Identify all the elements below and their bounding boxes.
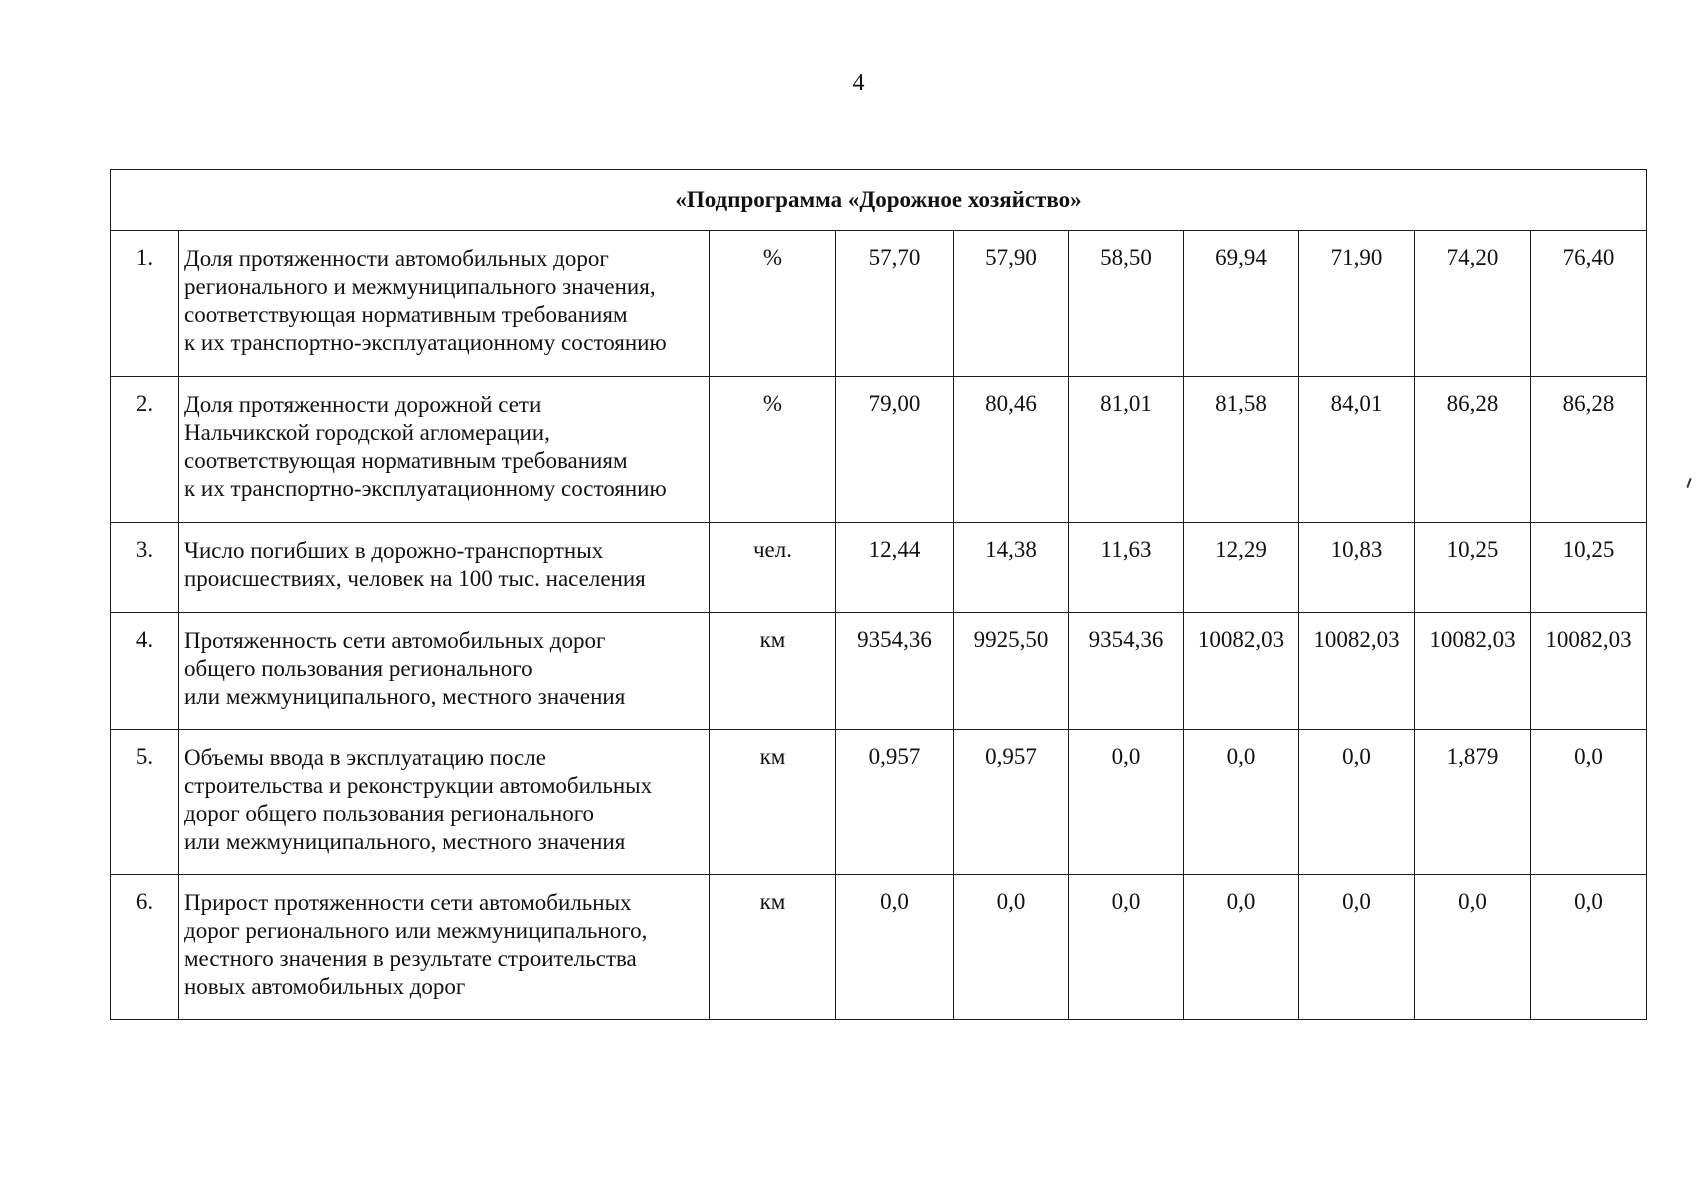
value-cell: 71,90 <box>1299 231 1415 377</box>
value-cell: 10,83 <box>1299 523 1415 613</box>
value-cell: 84,01 <box>1299 377 1415 523</box>
value-cell: 0,0 <box>1184 875 1299 1020</box>
value-cell: 0,957 <box>954 730 1069 875</box>
unit: чел. <box>710 523 836 613</box>
unit: % <box>710 377 836 523</box>
value-cell: 80,46 <box>954 377 1069 523</box>
unit: км <box>710 613 836 730</box>
row-number: 4. <box>111 613 179 730</box>
table-row <box>111 613 1647 730</box>
value-cell: 79,00 <box>836 377 954 523</box>
indicator-name: Число погибших в дорожно-транспортных происшествиях, человек на 100 тыс. населения <box>179 523 710 613</box>
row-number: 6. <box>111 875 179 1020</box>
table-row <box>111 377 1647 523</box>
value-cell: 0,0 <box>836 875 954 1020</box>
value-cell: 0,0 <box>1069 875 1184 1020</box>
value-cell: 76,40 <box>1531 231 1647 377</box>
value-cell: 10082,03 <box>1299 613 1415 730</box>
value-cell: 0,0 <box>1184 730 1299 875</box>
value-cell: 0,0 <box>1415 875 1531 1020</box>
value-cell: 0,0 <box>1531 730 1647 875</box>
value-cell: 10082,03 <box>1531 613 1647 730</box>
value-cell: 81,58 <box>1184 377 1299 523</box>
value-cell: 0,957 <box>836 730 954 875</box>
row-number: 3. <box>111 523 179 613</box>
table-row <box>111 523 1647 613</box>
row-number: 2. <box>111 377 179 523</box>
value-cell: 14,38 <box>954 523 1069 613</box>
value-cell: 1,879 <box>1415 730 1531 875</box>
row-number: 1. <box>111 231 179 377</box>
table-row <box>111 875 1647 1020</box>
value-cell: 9925,50 <box>954 613 1069 730</box>
indicator-name: Объемы ввода в эксплуатацию после строительства и реконструкции автомобильных дорог общего пользования регионального или межмуниципального, местного значения <box>179 730 710 875</box>
indicator-name: Прирост протяженности сети автомобильных дорог регионального или межмуниципального, местного значения в результате строительства новых автомобильных дорог <box>179 875 710 1020</box>
unit: км <box>710 730 836 875</box>
value-cell: 74,20 <box>1415 231 1531 377</box>
value-cell: 81,01 <box>1069 377 1184 523</box>
table-row <box>111 730 1647 875</box>
value-cell: 0,0 <box>1299 730 1415 875</box>
value-cell: 86,28 <box>1531 377 1647 523</box>
scan-mark <box>1686 478 1691 488</box>
unit: км <box>710 875 836 1020</box>
value-cell: 11,63 <box>1069 523 1184 613</box>
subprogram-title-row <box>111 170 1647 231</box>
value-cell: 0,0 <box>1069 730 1184 875</box>
value-cell: 0,0 <box>1531 875 1647 1020</box>
page-number: 4 <box>852 70 865 96</box>
value-cell: 12,29 <box>1184 523 1299 613</box>
value-cell: 10082,03 <box>1184 613 1299 730</box>
unit: % <box>710 231 836 377</box>
value-cell: 86,28 <box>1415 377 1531 523</box>
table-row <box>111 231 1647 377</box>
value-cell: 9354,36 <box>1069 613 1184 730</box>
value-cell: 58,50 <box>1069 231 1184 377</box>
value-cell: 10082,03 <box>1415 613 1531 730</box>
indicator-name: Доля протяженности автомобильных дорог регионального и межмуниципального значения, соответствующая нормативным требованиям к их транспортно-эксплуатационному состоянию <box>179 231 710 377</box>
value-cell: 12,44 <box>836 523 954 613</box>
subprogram-title: «Подпрограмма «Дорожное хозяйство» <box>111 170 1647 231</box>
value-cell: 57,70 <box>836 231 954 377</box>
value-cell: 57,90 <box>954 231 1069 377</box>
value-cell: 69,94 <box>1184 231 1299 377</box>
indicators-table <box>110 169 1647 1020</box>
value-cell: 0,0 <box>1299 875 1415 1020</box>
indicator-name: Доля протяженности дорожной сети Нальчикской городской агломерации, соответствующая нормативным требованиям к их транспортно-эксплуатационному состоянию <box>179 377 710 523</box>
value-cell: 0,0 <box>954 875 1069 1020</box>
value-cell: 9354,36 <box>836 613 954 730</box>
value-cell: 10,25 <box>1415 523 1531 613</box>
row-number: 5. <box>111 730 179 875</box>
value-cell: 10,25 <box>1531 523 1647 613</box>
indicator-name: Протяженность сети автомобильных дорог общего пользования регионального или межмуниципального, местного значения <box>179 613 710 730</box>
